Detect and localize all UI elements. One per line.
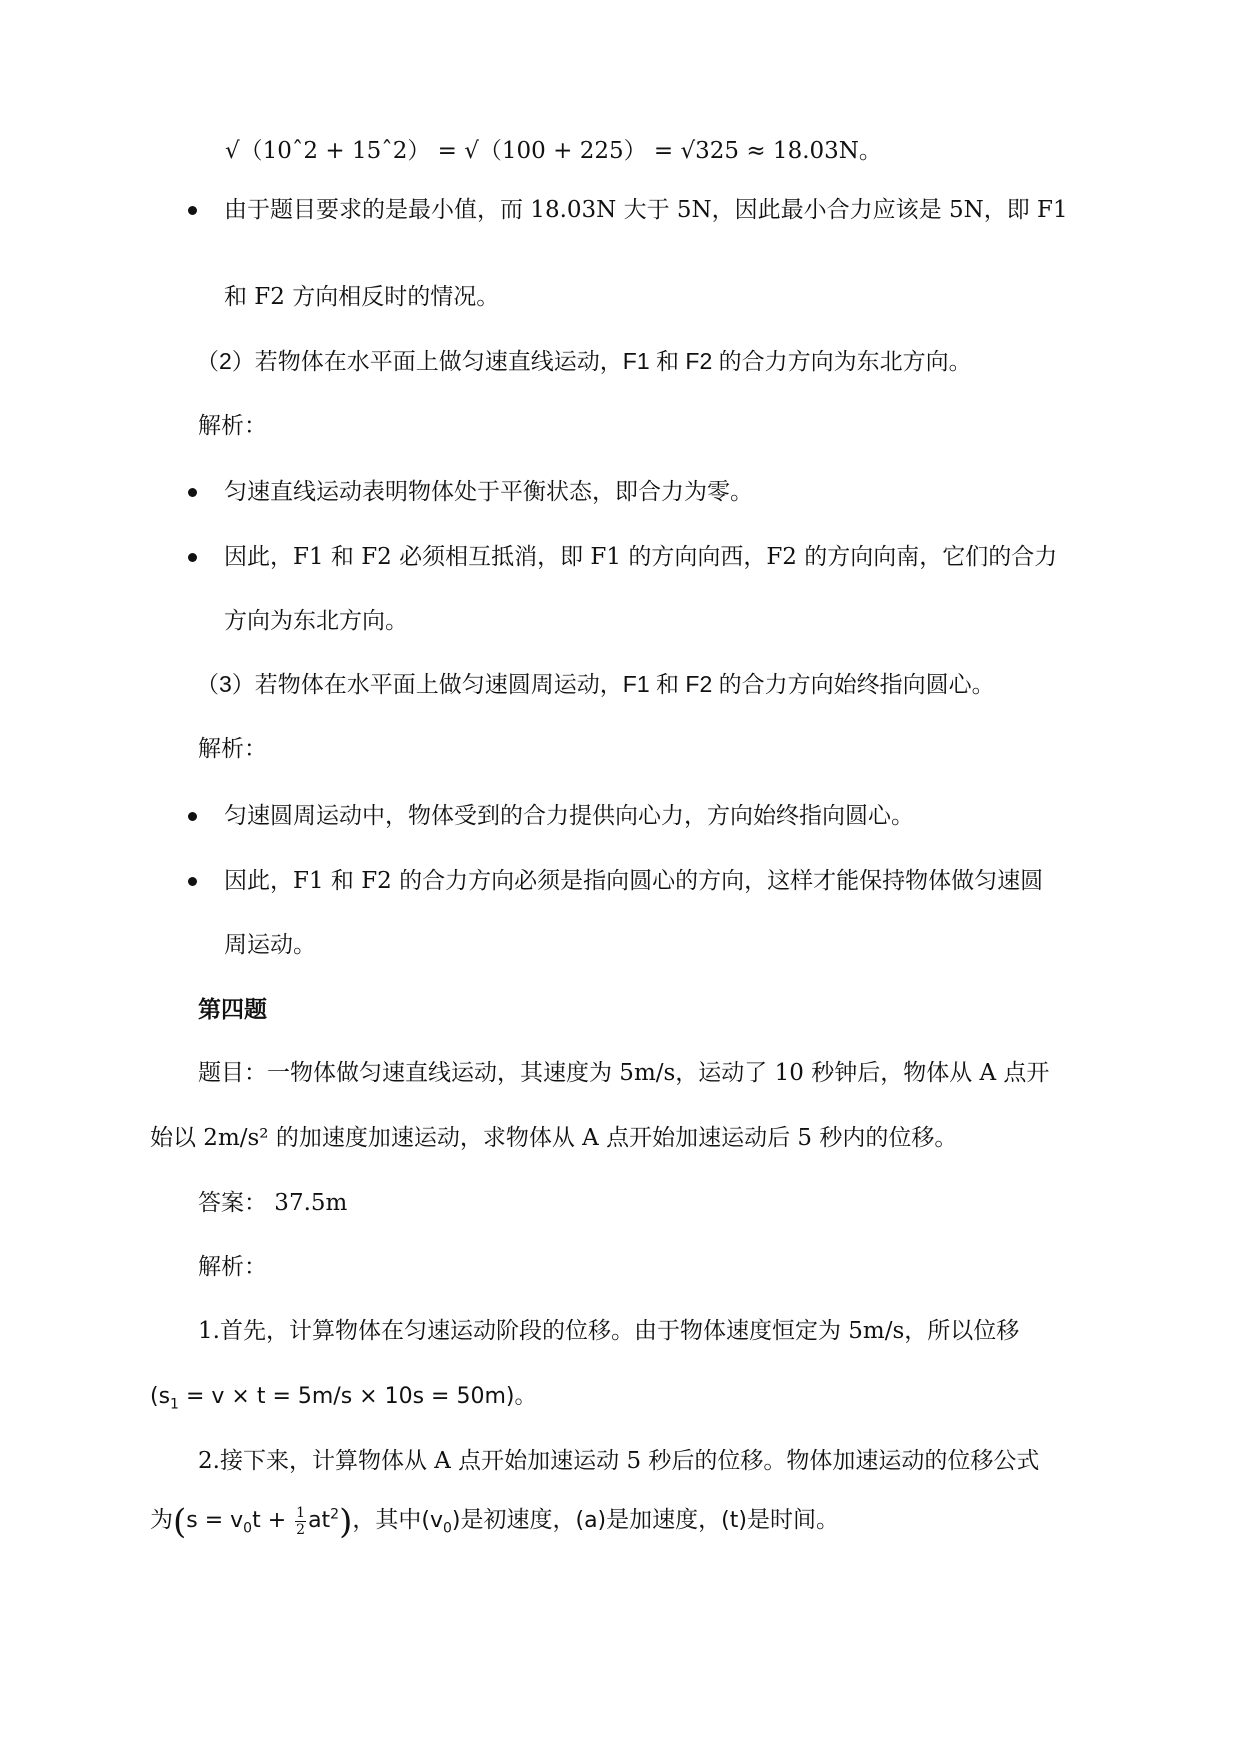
paragraph-line: 方向为东北方向。 — [224, 608, 408, 634]
paragraph-line: 匀速直线运动表明物体处于平衡状态，即合力为零。 — [224, 479, 753, 505]
section-heading: 第四题 — [198, 996, 267, 1023]
formula-displacement-line: 为($s = v_0t$ + $\frac{1}{2}$ $at^2$)，其中$(v_0)$是初速度，(a)是加速度，(t)是时间。 — [150, 1502, 839, 1542]
sub-question-3: （3）若物体在水平面上做匀速圆周运动，F1 和 F2 的合力方向始终指向圆心。 — [196, 671, 995, 697]
paragraph-line: 由于题目要求的是最小值，而 18.03N 大于 5N，因此最小合力应该是 5N，即 F1 — [224, 197, 1068, 223]
step-1-line: 1.首先，计算物体在匀速运动阶段的位移。由于物体速度恒定为 5m/s，所以位移 — [198, 1318, 1020, 1344]
paragraph-line: 和 F2 方向相反时的情况。 — [224, 284, 500, 310]
step-2-line: 2.接下来，计算物体从 A 点开始加速运动 5 秒后的位移。物体加速运动的位移公式 — [198, 1448, 1040, 1474]
paragraph-line: 因此，F1 和 F2 必须相互抵消，即 F1 的方向向西，F2 的方向向南，它们的合力 — [224, 544, 1058, 570]
calc-line: √（10ˆ2 + 15ˆ2） = √（100 + 225） = √325 ≈ 18.03N。 — [225, 138, 882, 164]
question-line: 题目：一物体做匀速直线运动，其速度为 5m/s，运动了 10 秒钟后，物体从 A 点开 — [198, 1060, 1050, 1086]
bullet — [188, 488, 197, 497]
answer-line: 答案： 37.5m — [198, 1190, 348, 1216]
fraction-half: $\frac{1}{2}$ — [296, 1504, 306, 1538]
paragraph-line: 因此，F1 和 F2 的合力方向必须是指向圆心的方向，这样才能保持物体做匀速圆 — [224, 868, 1044, 894]
bullet — [188, 877, 197, 886]
paragraph-line: 周运动。 — [224, 932, 316, 958]
analysis-label: 解析： — [198, 736, 267, 762]
paragraph-line: 匀速圆周运动中，物体受到的合力提供向心力，方向始终指向圆心。 — [224, 803, 914, 829]
sub-question-2: （2）若物体在水平面上做匀速直线运动，F1 和 F2 的合力方向为东北方向。 — [196, 348, 972, 374]
bullet — [188, 553, 197, 562]
formula-s1: $(s_1 = v \times t = 5m/s \times 10s = 50m)$。 — [150, 1384, 537, 1413]
bullet — [188, 206, 197, 215]
analysis-label: 解析： — [198, 1254, 267, 1280]
analysis-label: 解析： — [198, 413, 267, 439]
bullet — [188, 812, 197, 821]
question-line: 始以 2m/s² 的加速度加速运动，求物体从 A 点开始加速运动后 5 秒内的位移。 — [150, 1125, 958, 1151]
